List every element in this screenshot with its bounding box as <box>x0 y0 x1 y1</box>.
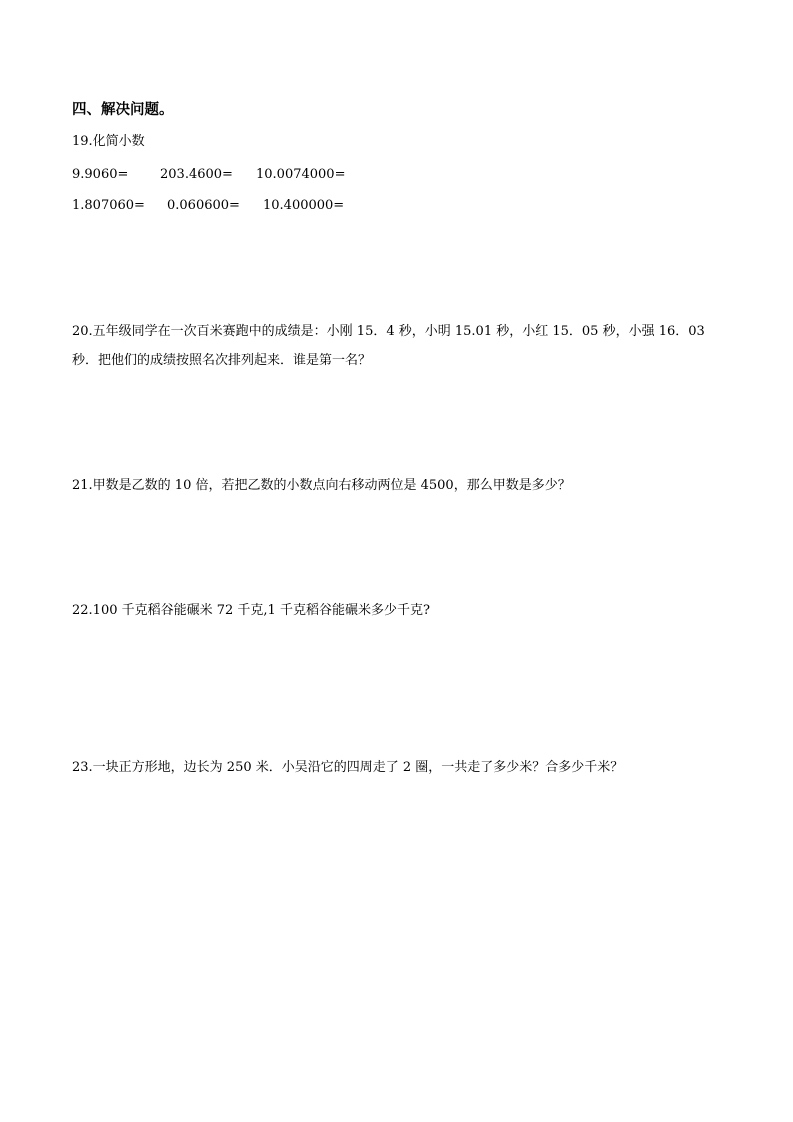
section-title: 四、解决问题。 <box>72 102 174 118</box>
question-23-text: 23.一块正方形地，边长为 250 米．小吴沿它的四周走了 2 圈，一共走了多少米？合多少千米？ <box>72 760 624 775</box>
expression-6: 10.400000= <box>263 198 345 213</box>
expression-3: 10.0074000= <box>256 167 346 182</box>
expression-1: 9.9060= <box>72 167 129 182</box>
question-19-prompt: 19.化简小数 <box>72 134 145 149</box>
question-20-text: 20.五年级同学在一次百米赛跑中的成绩是：小刚 15．4 秒，小明 15.01 秒，小红 15．05 秒，小强 16．03 秒．把他们的成绩按照名次排列起来．谁是第一名？ <box>72 324 705 368</box>
expression-2: 203.4600= <box>160 167 233 182</box>
question-22-text: 22.100 千克稻谷能碾米 72 千克,1 千克稻谷能碾米多少千克? <box>72 603 430 618</box>
expression-4: 1.807060= <box>72 198 145 213</box>
question-21-text: 21.甲数是乙数的 10 倍，若把乙数的小数点向右移动两位是 4500，那么甲数是多少？ <box>72 478 571 493</box>
expression-5: 0.060600= <box>167 198 240 213</box>
